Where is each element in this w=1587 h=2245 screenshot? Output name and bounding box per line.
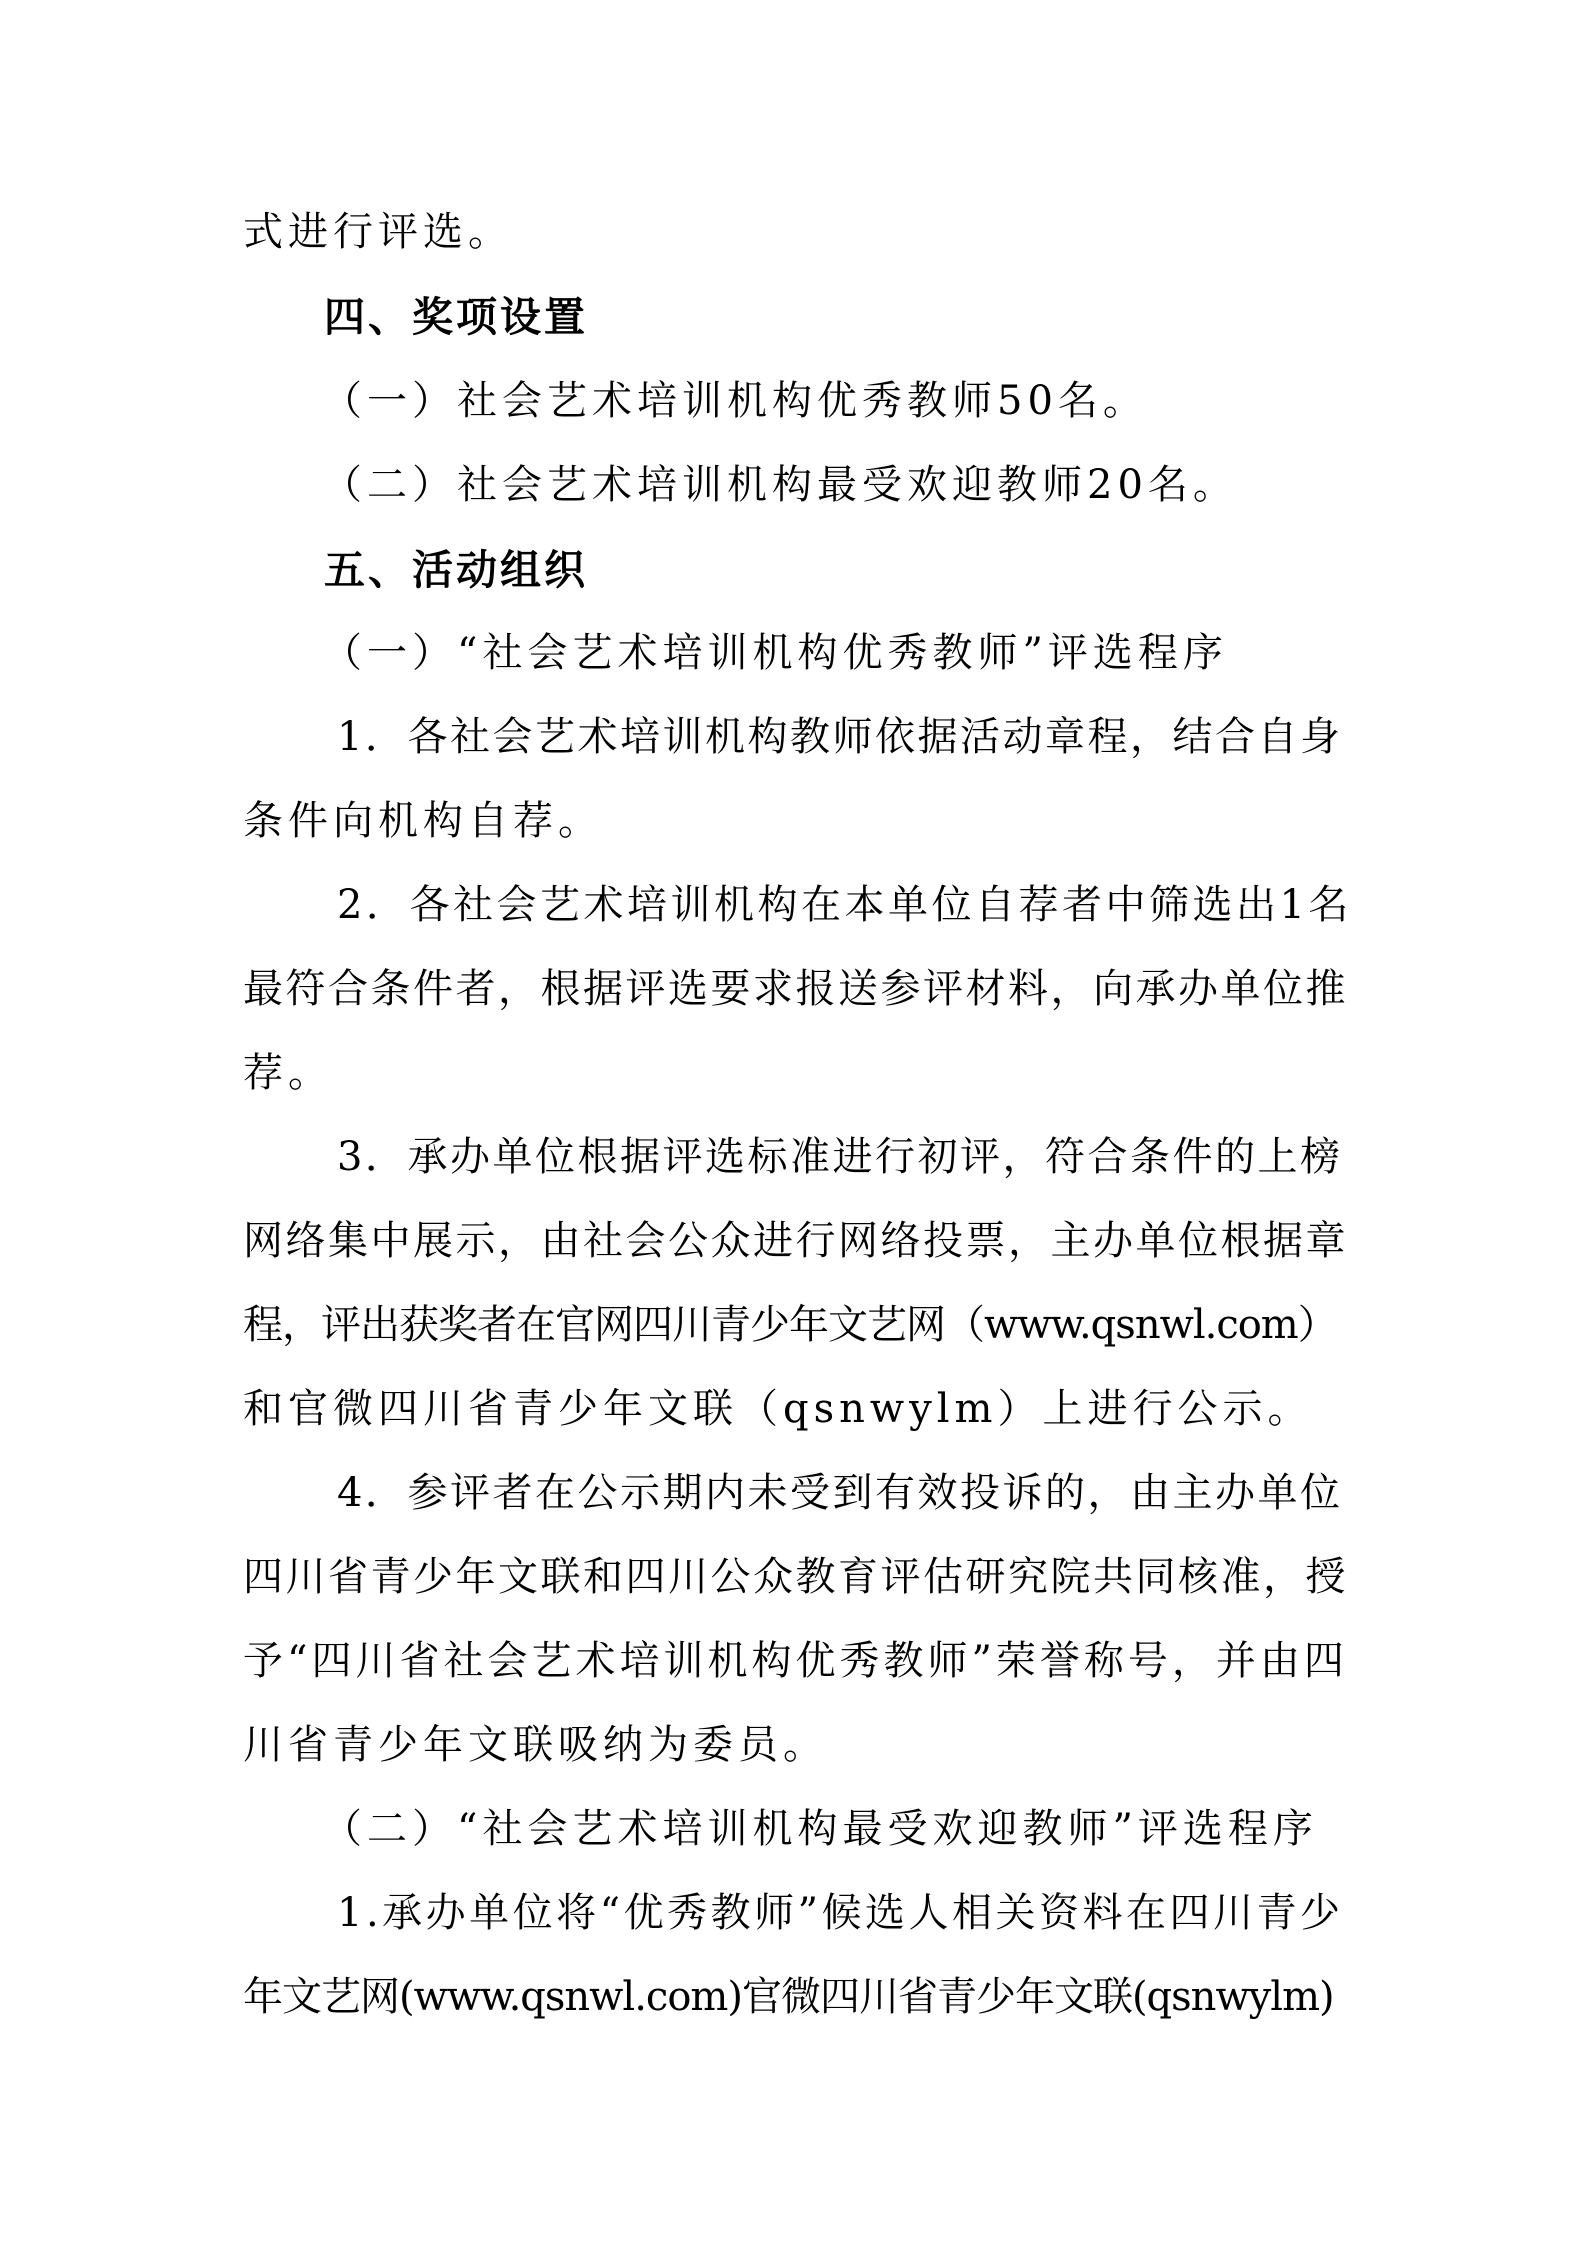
body-text-line: 最符合条件者，根据评选要求报送参评材料，向承办单位推: [243, 966, 1348, 1012]
body-text-line: 和官微四川省青少年文联（qsnwylm）上进行公示。: [243, 1386, 1313, 1432]
body-text-line: 1.承办单位将“优秀教师”候选人相关资料在四川青少: [337, 1890, 1344, 1936]
section-heading-organization: 五、活动组织: [324, 546, 588, 594]
body-text-line: 1．各社会艺术培训机构教师依据活动章程，结合自身: [337, 714, 1343, 760]
body-text-line: 网络集中展示，由社会公众进行网络投票，主办单位根据章: [243, 1218, 1348, 1264]
body-text-line: 条件向机构自荐。: [243, 798, 603, 844]
body-text-line: 3．承办单位根据评选标准进行初评，符合条件的上榜: [337, 1134, 1343, 1180]
section-heading-awards: 四、奖项设置: [324, 293, 588, 341]
body-text-line: 荐。: [243, 1050, 333, 1096]
subsection-heading-1: （一）“社会艺术培训机构优秀教师”评选程序: [322, 630, 1228, 676]
body-text-line: 2．各社会艺术培训机构在本单位自荐者中筛选出1名: [337, 882, 1352, 928]
body-text-line: 年文艺网(www.qsnwl.com)官微四川省青少年文联(qsnwylm): [243, 1974, 1334, 2020]
body-text-line: 川省青少年文联吸纳为委员。: [243, 1722, 828, 1768]
body-text-line: 式进行评选。: [243, 209, 513, 255]
body-text-line: 四川省青少年文联和四川公众教育评估研究院共同核准，授: [243, 1554, 1348, 1600]
award-item-2: （二）社会艺术培训机构最受欢迎教师20名。: [322, 462, 1238, 508]
subsection-heading-2: （二）“社会艺术培训机构最受欢迎教师”评选程序: [322, 1806, 1318, 1852]
body-text-line: 4．参评者在公示期内未受到有效投诉的，由主办单位: [337, 1470, 1343, 1516]
body-text-line: 予“四川省社会艺术培训机构优秀教师”荣誉称号，并由四: [243, 1638, 1348, 1684]
body-text-line: 程，评出获奖者在官网四川青少年文艺网（www.qsnwl.com）: [243, 1302, 1337, 1348]
award-item-1: （一）社会艺术培训机构优秀教师50名。: [322, 378, 1148, 424]
